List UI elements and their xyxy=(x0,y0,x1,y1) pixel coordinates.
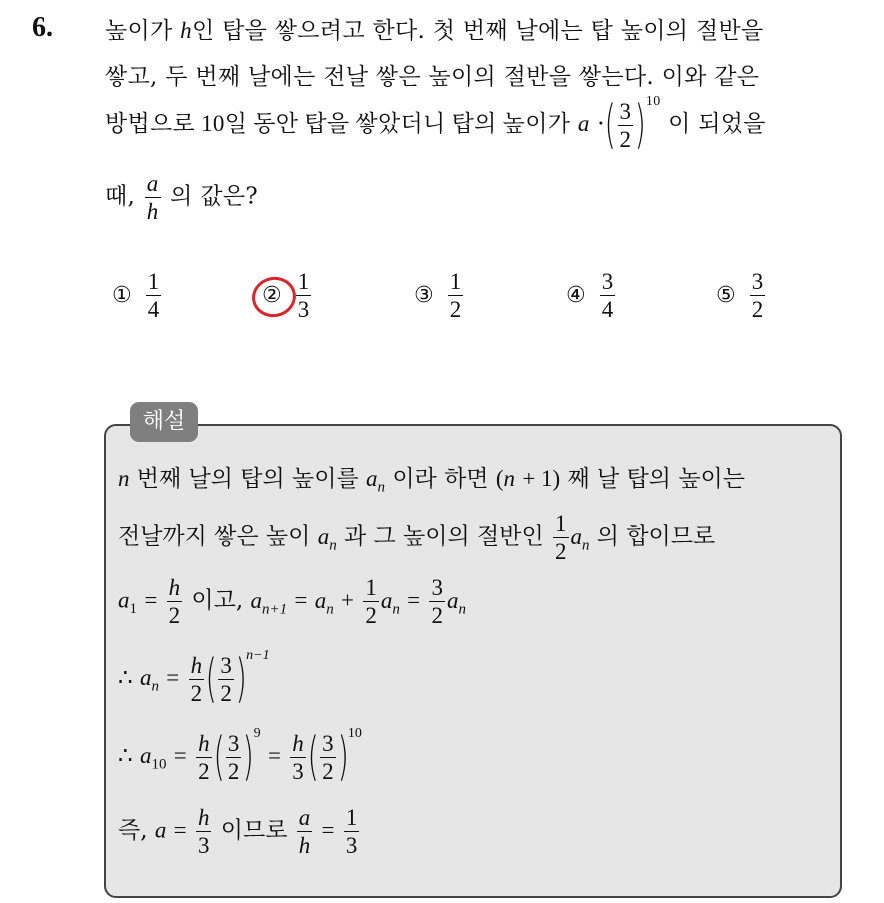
choice-2[interactable]: ② $\frac{1}{3}$ xyxy=(262,270,313,321)
question-line-2: 쌓고, 두 번째 날에는 전날 쌓은 높이의 절반을 쌓는다. 이와 같은 xyxy=(105,64,760,90)
choice-mark: ⑤ xyxy=(716,283,736,308)
choice-4[interactable]: ④ $\frac{3}{4}$ xyxy=(566,269,614,322)
solution-tag: 해설 xyxy=(130,402,198,442)
choice-mark: ④ xyxy=(566,283,586,308)
question-line-4: 때, $\frac{a}{h}$ 의 값은? xyxy=(105,171,258,224)
choice-3[interactable]: ③ $\frac{1}{2}$ xyxy=(414,269,462,322)
solution-line-1: n 번째 날의 탑의 높이를 $a_n$ 이라 하면 (n + 1) 째 날 탑의 높이는 xyxy=(118,466,745,496)
solution-line-5: ∴ $a_{10}$ = $\frac{h}{2}$ ( $\frac{3}{2}$ )$^9$ = $\frac{h}{3}$ ( $\frac{3}{2}$ )$^{10}$ xyxy=(118,726,362,787)
solution-line-3: $a_1$ = $\frac{h}{2}$ 이고, $a_{n+1} = a_n$ + $\frac{1}{2}$ $a_n$ = $\frac{3}{2}$ $a_n$ xyxy=(118,575,466,628)
selected-answer-circle xyxy=(248,273,299,321)
choice-mark: ③ xyxy=(414,283,434,308)
choice-5[interactable]: ⑤ $\frac{3}{2}$ xyxy=(716,269,764,322)
solution-line-2: 전날까지 쌓은 높이 $a_n$ 과 그 높이의 절반인 $\frac{1}{2}$ $a_n$ 의 합이므로 xyxy=(118,511,716,564)
solution-line-6: 즉, a = $\frac{h}{3}$ 이므로 $\frac{a}{h}$ = $\frac{1}{3}$ xyxy=(118,805,358,858)
choice-mark: ① xyxy=(112,283,132,308)
solution-line-4: ∴ $a_n$ = $\frac{h}{2}$ ( $\frac{3}{2}$ )$^{n-1}$ xyxy=(118,648,270,709)
choice-1[interactable]: ① $\frac{1}{4}$ xyxy=(112,269,160,322)
question-line-1: 높이가 h인 탑을 쌓으려고 한다. 첫 번째 날에는 탑 높이의 절반을 xyxy=(105,18,764,44)
choice-mark: ② xyxy=(262,283,282,308)
question-number: 6. xyxy=(32,12,53,43)
question-line-3: 방법으로 10일 동안 탑을 쌓았더니 탑의 높이가 a ·( $\frac{3}{2}$ )$^{10}$ 이 되었을 xyxy=(105,94,766,155)
